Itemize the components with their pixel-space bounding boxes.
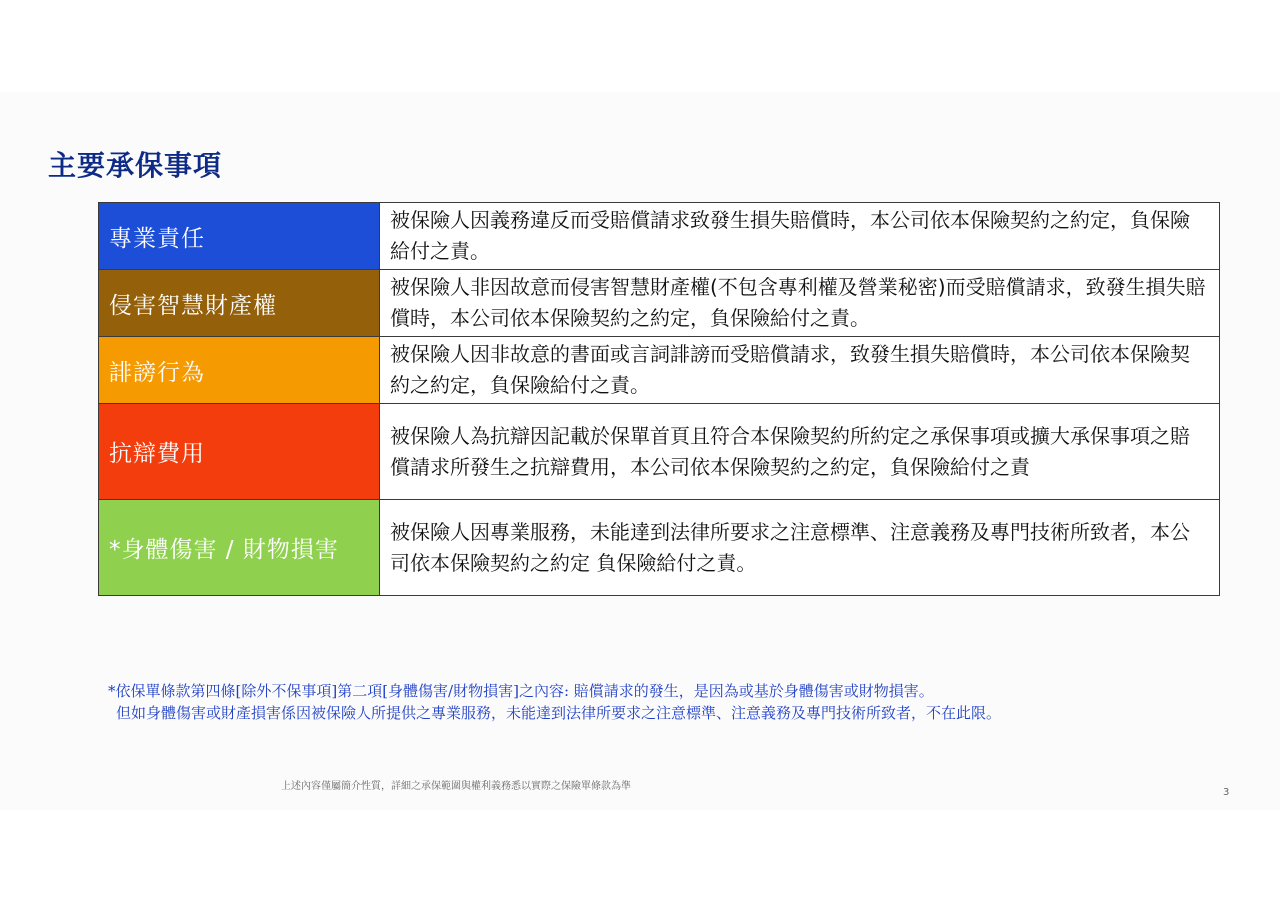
table-row [99, 203, 1220, 270]
description-cell: 被保險人因專業服務，未能達到法律所要求之注意標準、注意義務及專門技術所致者，本公司依本保險契約之約定 負保險給付之責。 [380, 500, 1220, 596]
table-row [99, 270, 1220, 337]
description-cell: 被保險人非因故意而侵害智慧財產權(不包含專利權及營業秘密)而受賠償請求，致發生損失賠償時，本公司依本保險契約之約定，負保險給付之責。 [380, 270, 1220, 337]
category-cell: 抗辯費用 [99, 404, 380, 500]
page-number: 3 [1223, 787, 1230, 798]
table-row [99, 337, 1220, 404]
footnote-line: 但如身體傷害或財產損害係因被保險人所提供之專業服務，未能達到法律所要求之注意標準、注意義務及專門技術所致者，不在此限。 [116, 704, 1002, 722]
table-row [99, 500, 1220, 596]
footnote [108, 680, 1228, 724]
page-title: 主要承保事項 [48, 149, 223, 182]
description-cell: 被保險人因義務違反而受賠償請求致發生損失賠償時，本公司依本保險契約之約定，負保險給付之責。 [380, 203, 1220, 270]
category-cell: *身體傷害 / 財物損害 [99, 500, 380, 596]
category-cell: 侵害智慧財產權 [99, 270, 380, 337]
coverage-table [98, 202, 1220, 596]
disclaimer-text: 上述內容僅屬簡介性質，詳細之承保範圍與權利義務悉以實際之保險單條款為準 [281, 781, 631, 792]
category-cell: 誹謗行為 [99, 337, 380, 404]
category-cell: 專業責任 [99, 203, 380, 270]
table-row [99, 404, 1220, 500]
description-cell: 被保險人為抗辯因記載於保單首頁且符合本保險契約所約定之承保事項或擴大承保事項之賠償請求所發生之抗辯費用，本公司依本保險契約之約定，負保險給付之責 [380, 404, 1220, 500]
description-cell: 被保險人因非故意的書面或言詞誹謗而受賠償請求，致發生損失賠償時，本公司依本保險契約之約定，負保險給付之責。 [380, 337, 1220, 404]
footnote-line: *依保單條款第四條[除外不保事項]第二項[身體傷害/財物損害]之內容: 賠償請求的發生，是因為或基於身體傷害或財物損害。 [108, 682, 934, 700]
